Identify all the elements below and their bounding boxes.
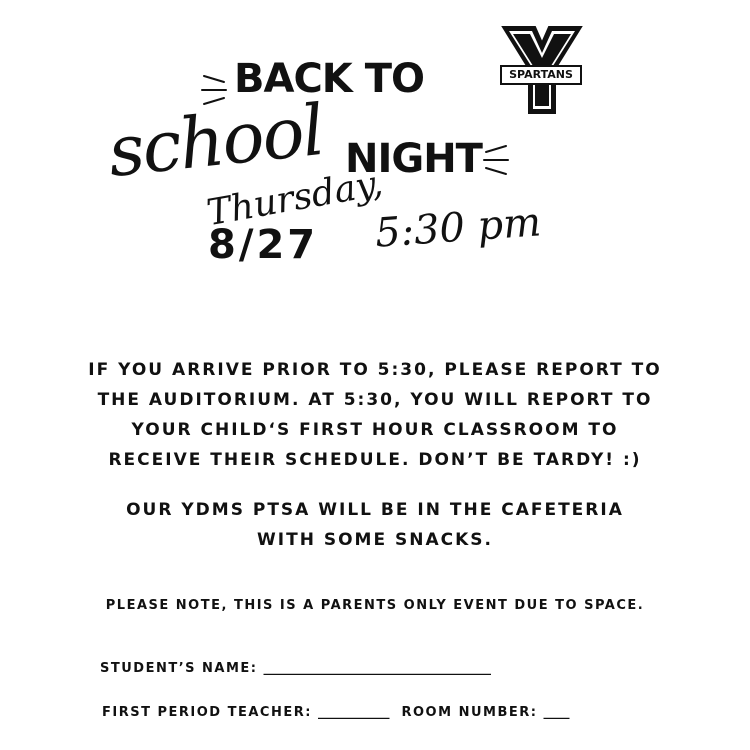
teacher-label: FIRST PERIOD TEACHER: xyxy=(102,705,312,720)
student-name-label: STUDENT’S NAME: xyxy=(100,661,258,676)
student-name-row xyxy=(100,661,491,676)
instruction-line: RECEIVE THEIR SCHEDULE. DON’T BE TARDY! :) xyxy=(108,450,642,470)
event-day: Thursday, xyxy=(203,162,386,235)
title-back-to: BACK TO xyxy=(234,56,425,102)
room-label: ROOM NUMBER: xyxy=(401,705,538,720)
logo-banner: SPARTANS xyxy=(500,65,582,85)
teacher-field[interactable]: ___________ xyxy=(317,705,390,720)
room-field[interactable]: ____ xyxy=(543,705,570,720)
teacher-room-row xyxy=(102,705,569,720)
instruction-line: YOUR CHILD‘S FIRST HOUR CLASSROOM TO xyxy=(131,420,619,440)
title-night: NIGHT xyxy=(345,136,482,182)
student-name-field[interactable]: ___________________________________ xyxy=(263,661,492,676)
instruction-line: THE AUDITORIUM. AT 5:30, YOU WILL REPORT TO xyxy=(97,390,653,410)
ptsa-line: WITH SOME SNACKS. xyxy=(257,530,493,550)
event-date: 8/27 xyxy=(208,222,319,268)
spark-right-icon xyxy=(480,140,510,180)
title-school-script: school xyxy=(104,88,327,194)
parents-only-note: PLEASE NOTE, THIS IS A PARENTS ONLY EVENT DUE TO SPACE. xyxy=(105,598,645,613)
spartans-logo xyxy=(497,25,587,117)
instruction-line: IF YOU ARRIVE PRIOR TO 5:30, PLEASE REPORT TO xyxy=(88,360,662,380)
event-time: 5:30 pm xyxy=(373,199,543,257)
ptsa-line: OUR YDMS PTSA WILL BE IN THE CAFETERIA xyxy=(126,500,624,520)
